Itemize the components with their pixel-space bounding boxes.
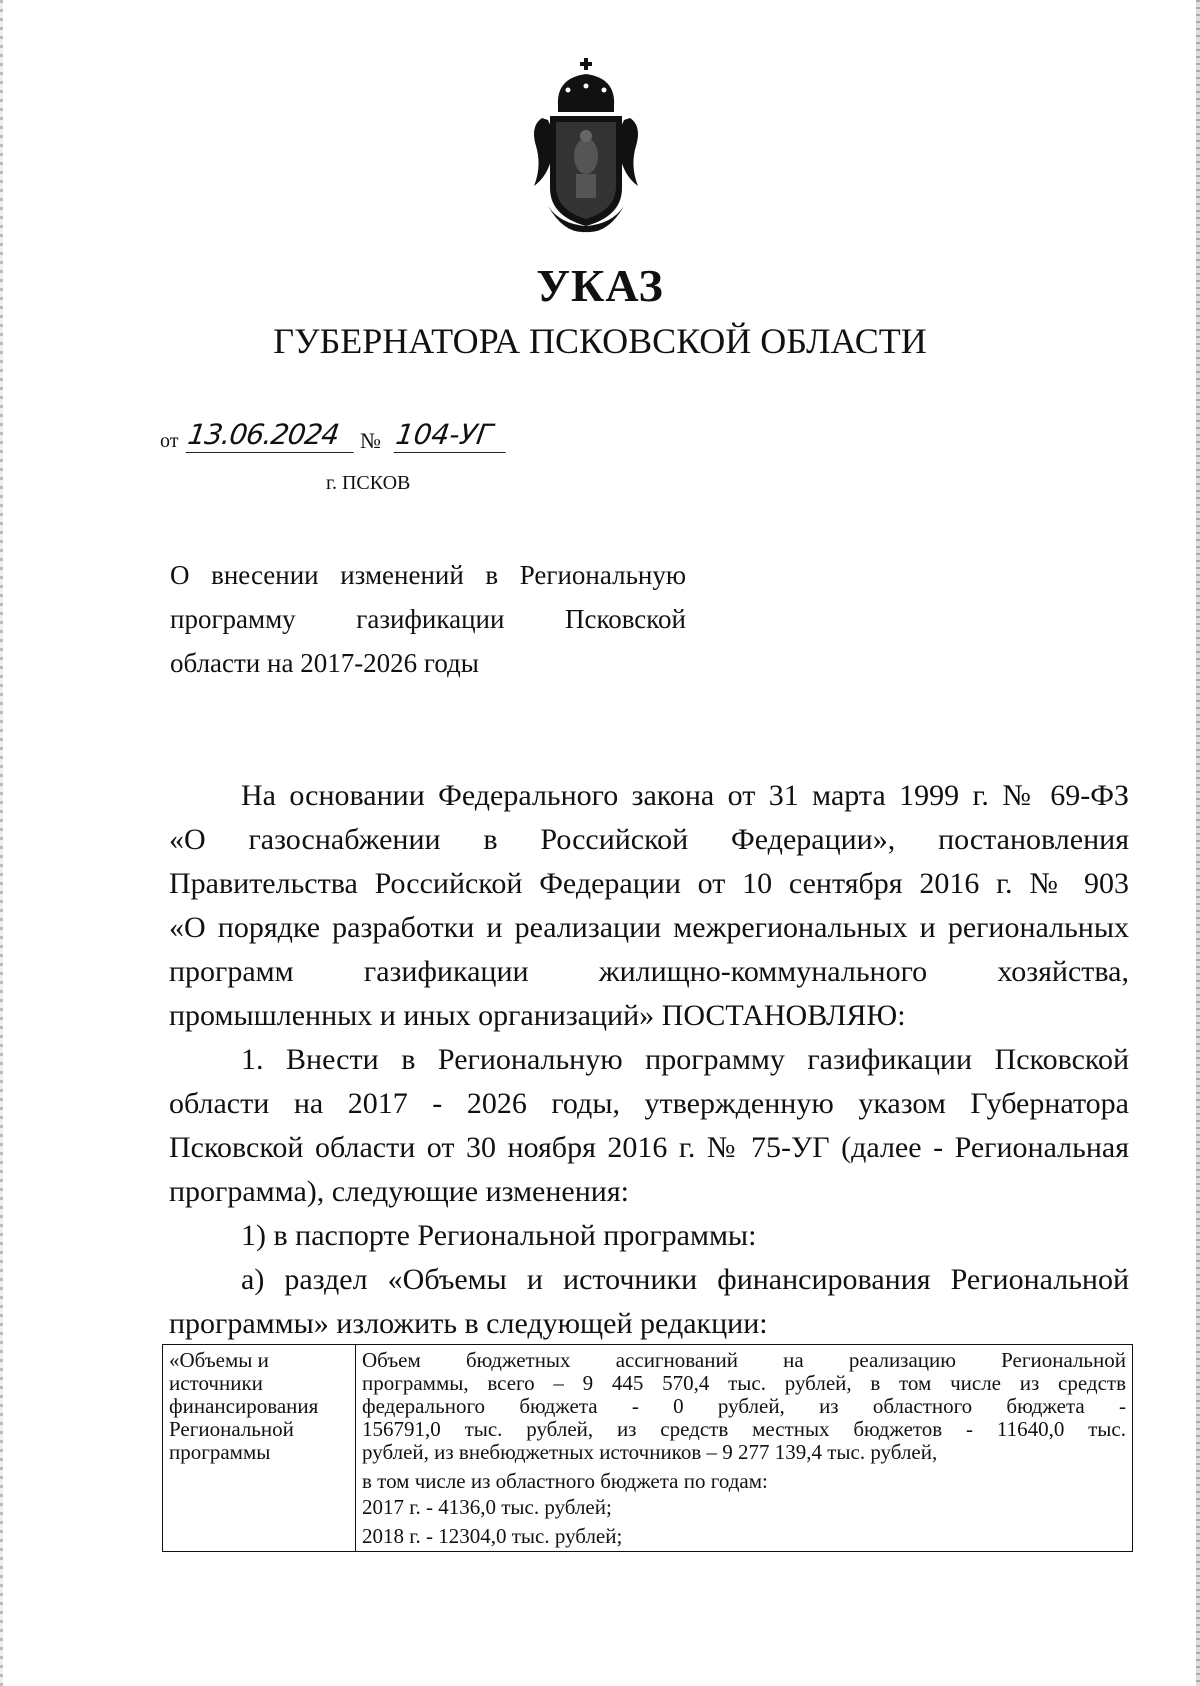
label-line: «Объемы и: [169, 1348, 269, 1372]
financing-table: [162, 1344, 1133, 1552]
number-sign: №: [360, 428, 381, 453]
body-line: «О газоснабжении в Российской Федерации», постановления: [169, 823, 1129, 856]
body-line: 1. Внести в Региональную программу газификации Псковской: [241, 1043, 1129, 1076]
year-line: 2017 г. - 4136,0 тыс. рублей;: [362, 1495, 612, 1519]
coat-of-arms-emblem: [528, 56, 644, 234]
content-line: Объем бюджетных ассигнований на реализацию Региональной: [362, 1348, 1126, 1372]
body-line: На основании Федерального закона от 31 марта 1999 г. № 69-ФЗ: [241, 779, 1129, 812]
document-subject: [170, 553, 686, 685]
document-subtitle: ГУБЕРНАТОРА ПСКОВСКОЙ ОБЛАСТИ: [273, 321, 927, 361]
item-1-1a-paragraph: [169, 1258, 1129, 1346]
table-cell-label: [163, 1345, 356, 1552]
content-line: рублей, из внебюджетных источников – 9 277 139,4 тыс. рублей,: [362, 1440, 938, 1464]
body-line: программы» изложить в следующей редакции:: [169, 1307, 768, 1340]
content-line: федерального бюджета - 0 рублей, из областного бюджета -: [362, 1394, 1126, 1418]
body-line: 1) в паспорте Региональной программы:: [241, 1219, 757, 1252]
body-line: программ газификации жилищно-коммунального хозяйства,: [169, 955, 1129, 988]
body-line: а) раздел «Объемы и источники финансирования Региональной: [241, 1263, 1129, 1296]
table-row: [163, 1345, 1133, 1552]
item-1-paragraph: [169, 1038, 1129, 1214]
year-line: 2018 г. - 12304,0 тыс. рублей;: [362, 1524, 623, 1548]
body-line: «О порядке разработки и реализации межрегиональных и региональных: [169, 911, 1129, 944]
item-1-1-paragraph: [169, 1214, 1129, 1258]
handwritten-number: 104-УГ: [394, 418, 511, 453]
city-label: г. ПСКОВ: [326, 472, 411, 494]
preamble-paragraph: [169, 774, 1129, 1038]
body-line: Псковской области от 30 ноября 2016 г. № 75-УГ (далее - Региональная: [169, 1131, 1129, 1164]
handwritten-date: 13.06.2024: [186, 418, 359, 453]
content-line: 156791,0 тыс. рублей, из средств местных бюджетов - 11640,0 тыс.: [362, 1417, 1126, 1441]
document-title: УКАЗ: [536, 260, 664, 311]
label-line: финансирования: [169, 1394, 319, 1418]
body-line: программа), следующие изменения:: [169, 1175, 629, 1208]
scan-edge-left: [0, 0, 3, 1686]
body-line: области на 2017 - 2026 годы, утвержденную указом Губернатора: [169, 1087, 1129, 1120]
date-number-row: [160, 418, 720, 458]
subject-line: программу газификации Псковской: [170, 604, 686, 634]
subject-line: О внесении изменений в Региональную: [170, 560, 686, 590]
table-cell-content: [356, 1345, 1133, 1552]
subject-line: области на 2017-2026 годы: [170, 648, 479, 678]
by-years-intro: в том числе из областного бюджета по годам:: [362, 1469, 768, 1493]
scan-edge-right: [1196, 0, 1200, 1686]
content-line: программы, всего – 9 445 570,4 тыс. рублей, в том числе из средств: [362, 1371, 1126, 1395]
body-line: промышленных и иных организаций» ПОСТАНОВЛЯЮ:: [169, 999, 906, 1032]
label-line: Региональной: [169, 1417, 294, 1441]
label-line: источники: [169, 1371, 263, 1395]
date-prefix-label: от: [160, 430, 179, 452]
label-line: программы: [169, 1440, 271, 1464]
body-line: Правительства Российской Федерации от 10 сентября 2016 г. № 903: [169, 867, 1129, 900]
